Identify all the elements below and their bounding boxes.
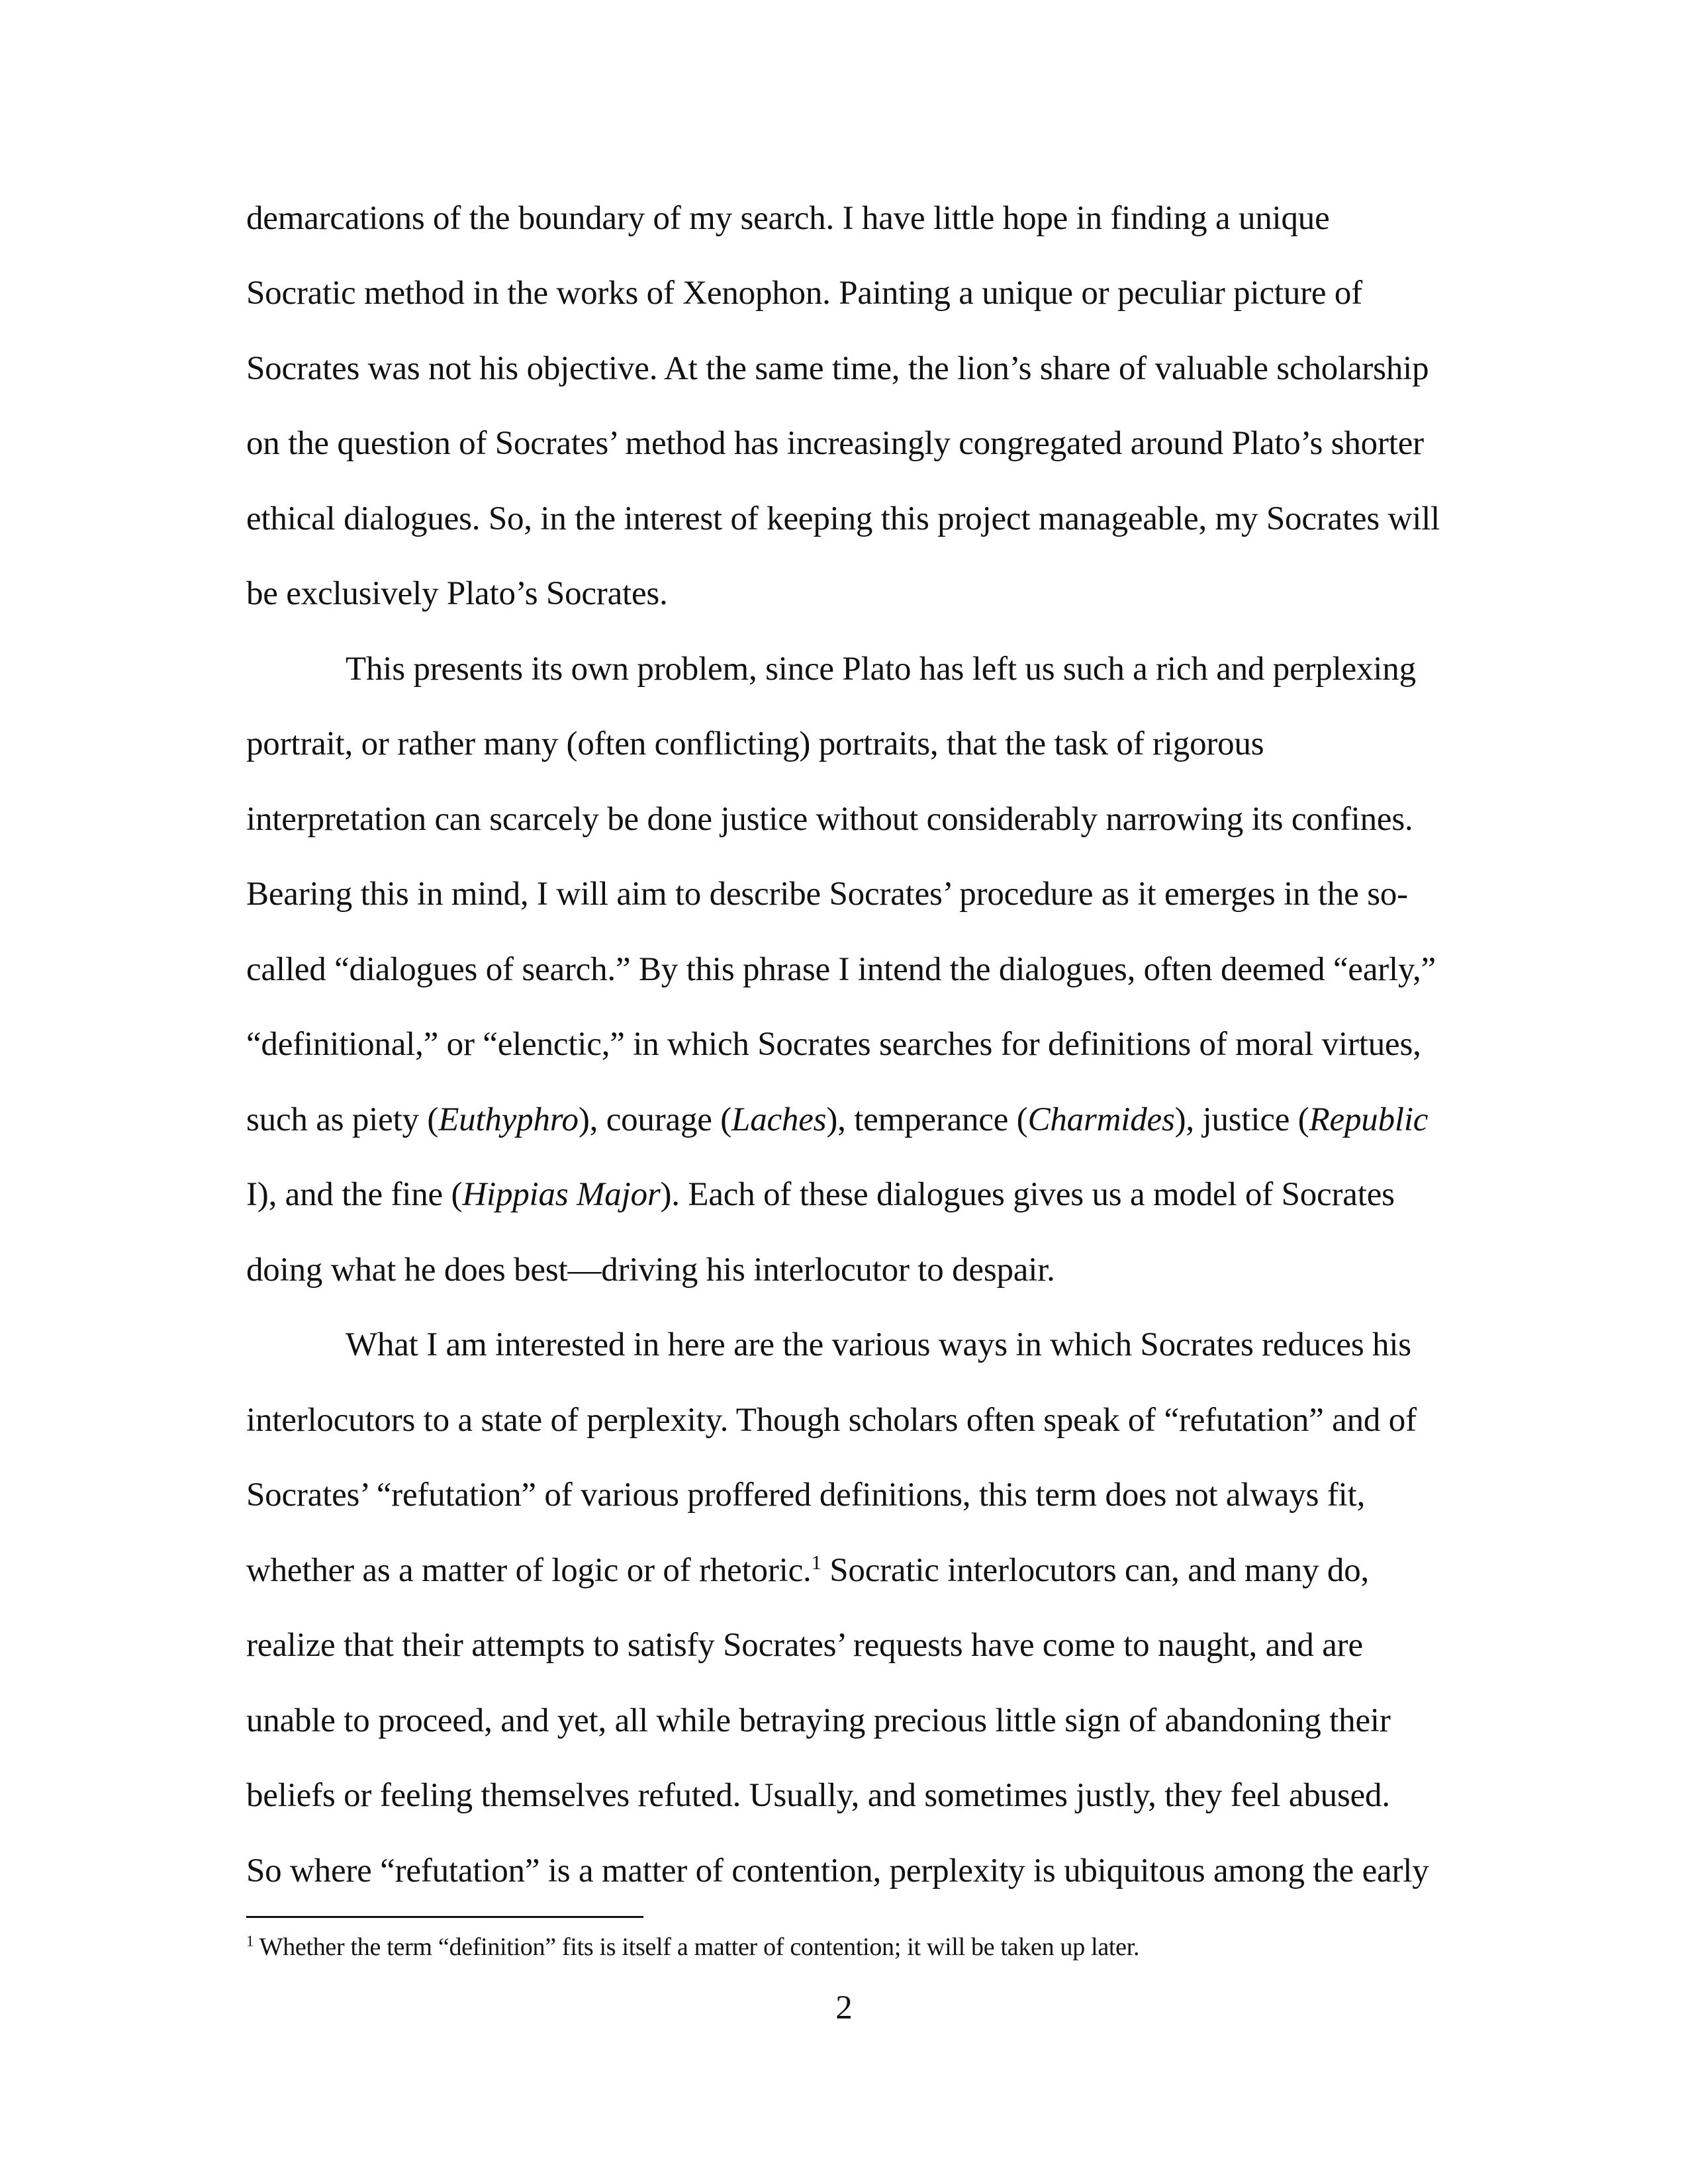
body-line: called “dialogues of search.” By this phrase I intend the dialogues, often deemed “early,” xyxy=(246,951,1436,988)
body-line: on the question of Socrates’ method has increasingly congregated around Plato’s shorter xyxy=(246,425,1424,462)
body-line: unable to proceed, and yet, all while betraying precious little sign of abandoning their xyxy=(246,1702,1391,1739)
footnote-text: Whether the term “definition” fits is itself a matter of contention; it will be taken up later. xyxy=(254,1933,1140,1961)
body-line: be exclusively Plato’s Socrates. xyxy=(246,575,668,612)
body-line: interlocutors to a state of perplexity. Though scholars often speak of “refutation” and of xyxy=(246,1402,1417,1439)
page-number: 2 xyxy=(835,1989,853,2026)
text-run: Socratic interlocutors can, and many do, xyxy=(821,1552,1370,1589)
footnote xyxy=(246,1931,1139,1963)
text-run: ), courage ( xyxy=(578,1101,732,1138)
footnote-marker: 1 xyxy=(246,1933,254,1950)
body-line: Socrates was not his objective. At the same time, the lion’s share of valuable scholarship xyxy=(246,350,1429,387)
body-line: beliefs or feeling themselves refuted. Usually, and sometimes justly, they feel abused. xyxy=(246,1777,1390,1814)
dialogue-title: Hippias Major xyxy=(462,1176,661,1213)
text-run: I), and the fine ( xyxy=(246,1176,463,1213)
text-run: whether as a matter of logic or of rhetoric. xyxy=(246,1552,812,1589)
body-line: ethical dialogues. So, in the interest of keeping this project manageable, my Socrates will xyxy=(246,500,1440,537)
footnote-separator xyxy=(246,1916,643,1918)
body-line: doing what he does best—driving his interlocutor to despair. xyxy=(246,1251,1055,1289)
body-line xyxy=(246,1100,1428,1140)
text-run: ). Each of these dialogues gives us a model of Socrates xyxy=(660,1176,1395,1213)
body-line: So where “refutation” is a matter of contention, perplexity is ubiquitous among the early xyxy=(246,1852,1429,1889)
dialogue-title: Laches xyxy=(731,1101,827,1138)
text-run: such as piety ( xyxy=(246,1101,439,1138)
body-line: Socratic method in the works of Xenophon. Painting a unique or peculiar picture of xyxy=(246,275,1362,312)
text-run: ), justice ( xyxy=(1174,1101,1309,1138)
body-line: Bearing this in mind, I will aim to describe Socrates’ procedure as it emerges in the so- xyxy=(246,876,1408,913)
body-line: This presents its own problem, since Plato has left us such a rich and perplexing xyxy=(346,651,1416,688)
dialogue-title: Republic xyxy=(1309,1101,1429,1138)
body-line: demarcations of the boundary of my search. I have little hope in finding a unique xyxy=(246,200,1330,237)
body-line: realize that their attempts to satisfy Socrates’ requests have come to naught, and are xyxy=(246,1627,1363,1664)
dialogue-title: Euthyphro xyxy=(438,1101,579,1138)
text-run: ), temperance ( xyxy=(826,1101,1028,1138)
body-line: Socrates’ “refutation” of various proffered definitions, this term does not always fit, xyxy=(246,1477,1366,1514)
body-line xyxy=(246,1551,1369,1590)
body-line xyxy=(246,1175,1395,1214)
body-line: What I am interested in here are the various ways in which Socrates reduces his xyxy=(346,1326,1411,1363)
footnote-reference[interactable]: 1 xyxy=(811,1551,821,1574)
body-line: portrait, or rather many (often conflicting) portraits, that the task of rigorous xyxy=(246,725,1264,762)
dialogue-title: Charmides xyxy=(1027,1101,1175,1138)
body-line: “definitional,” or “elenctic,” in which Socrates searches for definitions of moral virtues, xyxy=(246,1026,1421,1063)
body-line: interpretation can scarcely be done justice without considerably narrowing its confines. xyxy=(246,801,1413,838)
